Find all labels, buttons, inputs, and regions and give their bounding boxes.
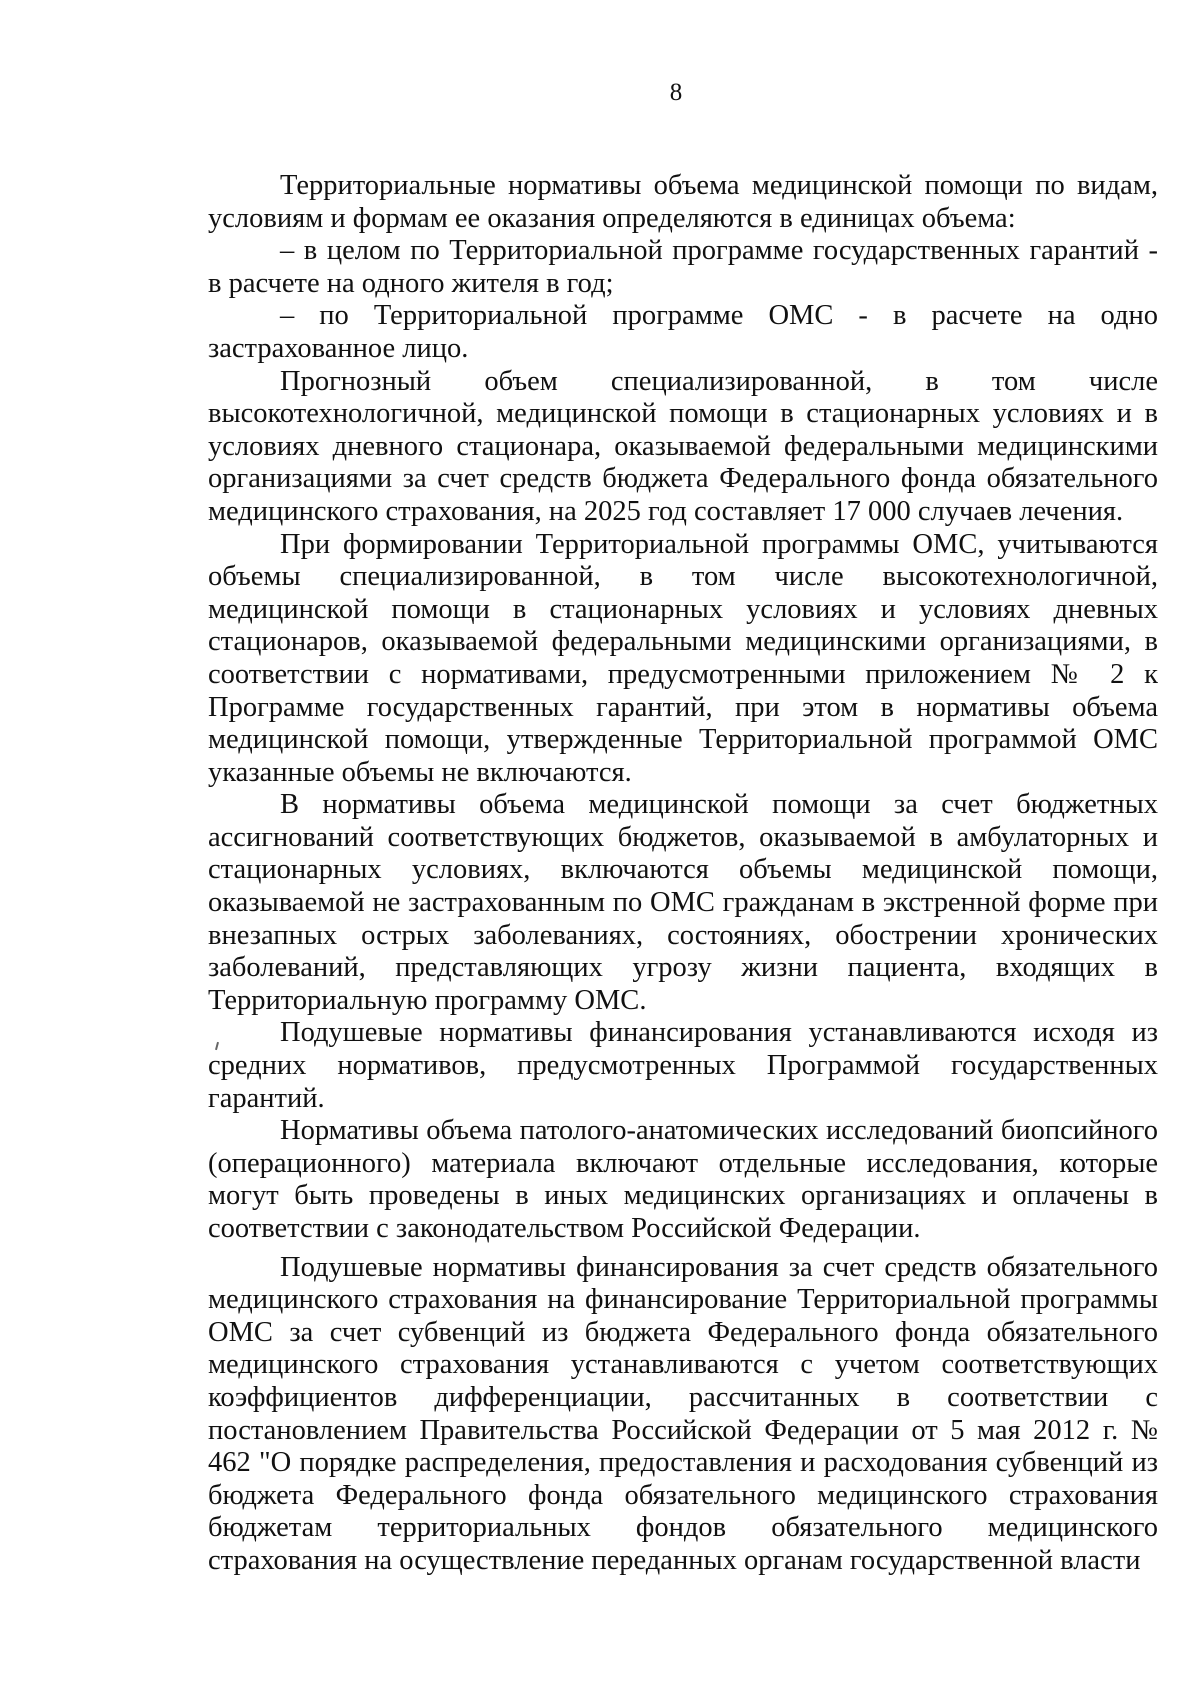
- paragraph-oms-subventions: Подушевые нормативы финансирования за счет средств обязательного медицинского страхования на финансирование Территориальной программы ОМС за счет субвенций из бюджета Федерального фонда обязательного медицинского страхования устанавливаются с учетом соответствующих коэффициентов дифференциации, рассчитанных в соответствии с постановлением Правительства Российской Федерации от 5 мая 2012 г. № 462 "О порядке распределения, предоставления и расходования субвенций из бюджета Федерального фонда обязательного медицинского страхования бюджетам территориальных фондов обязательного медицинского страхования на осуществление переданных органам государственной власти: [208, 1251, 1158, 1576]
- paragraph-forecast-volume: Прогнозный объем специализированной, в том числе высокотехнологичной, медицинской помощи в стационарных условиях и в условиях дневного стационара, оказываемой федеральными медицинскими организациями за счет средств бюджета Федерального фонда обязательного медицинского страхования, на 2025 год составляет 17 000 случаев лечения.: [208, 365, 1158, 527]
- paragraph-pathology-norms: Нормативы объема патолого-анатомических исследований биопсийного (операционного) материала включают отдельные исследования, которые могут быть проведены в иных медицинских организациях и оплачены в соответствии с законодательством Российской Федерации.: [208, 1115, 1158, 1244]
- document-body: [208, 170, 1158, 1578]
- paragraph-list-item-oms-program: – по Территориальной программе ОМС - в расчете на одно застрахованное лицо.: [208, 300, 1158, 364]
- paragraph-list-item-territorial-program: – в целом по Территориальной программе государственных гарантий - в расчете на одного жителя в год;: [208, 235, 1158, 299]
- paragraph-per-capita-norms: Подушевые нормативы финансирования устанавливаются исходя из средних нормативов, предусмотренных Программой государственных гарантий.: [208, 1017, 1158, 1114]
- paragraph-budget-allocations: В нормативы объема медицинской помощи за счет бюджетных ассигнований соответствующих бюджетов, оказываемой в амбулаторных и стационарных условиях, включаются объемы медицинской помощи, оказываемой не застрахованным по ОМС гражданам в экстренной форме при внезапных острых заболеваниях, состояниях, обострении хронических заболеваний, представляющих угрозу жизни пациента, входящих в Территориальную программу ОМС.: [208, 789, 1158, 1016]
- paragraph-volume-norms: Территориальные нормативы объема медицинской помощи по видам, условиям и формам ее оказания определяются в единицах объема:: [208, 170, 1158, 234]
- page-number: 8: [669, 79, 683, 106]
- paragraph-oms-formation: При формировании Территориальной программы ОМС, учитываются объемы специализированной, в том числе высокотехнологичной, медицинской помощи в стационарных условиях и условиях дневных стационаров, оказываемой федеральными медицинскими организациями, в соответствии с нормативами, предусмотренными приложением № 2 к Программе государственных гарантий, при этом в нормативы объема медицинской помощи, утвержденные Территориальной программой ОМС указанные объемы не включаются.: [208, 528, 1158, 788]
